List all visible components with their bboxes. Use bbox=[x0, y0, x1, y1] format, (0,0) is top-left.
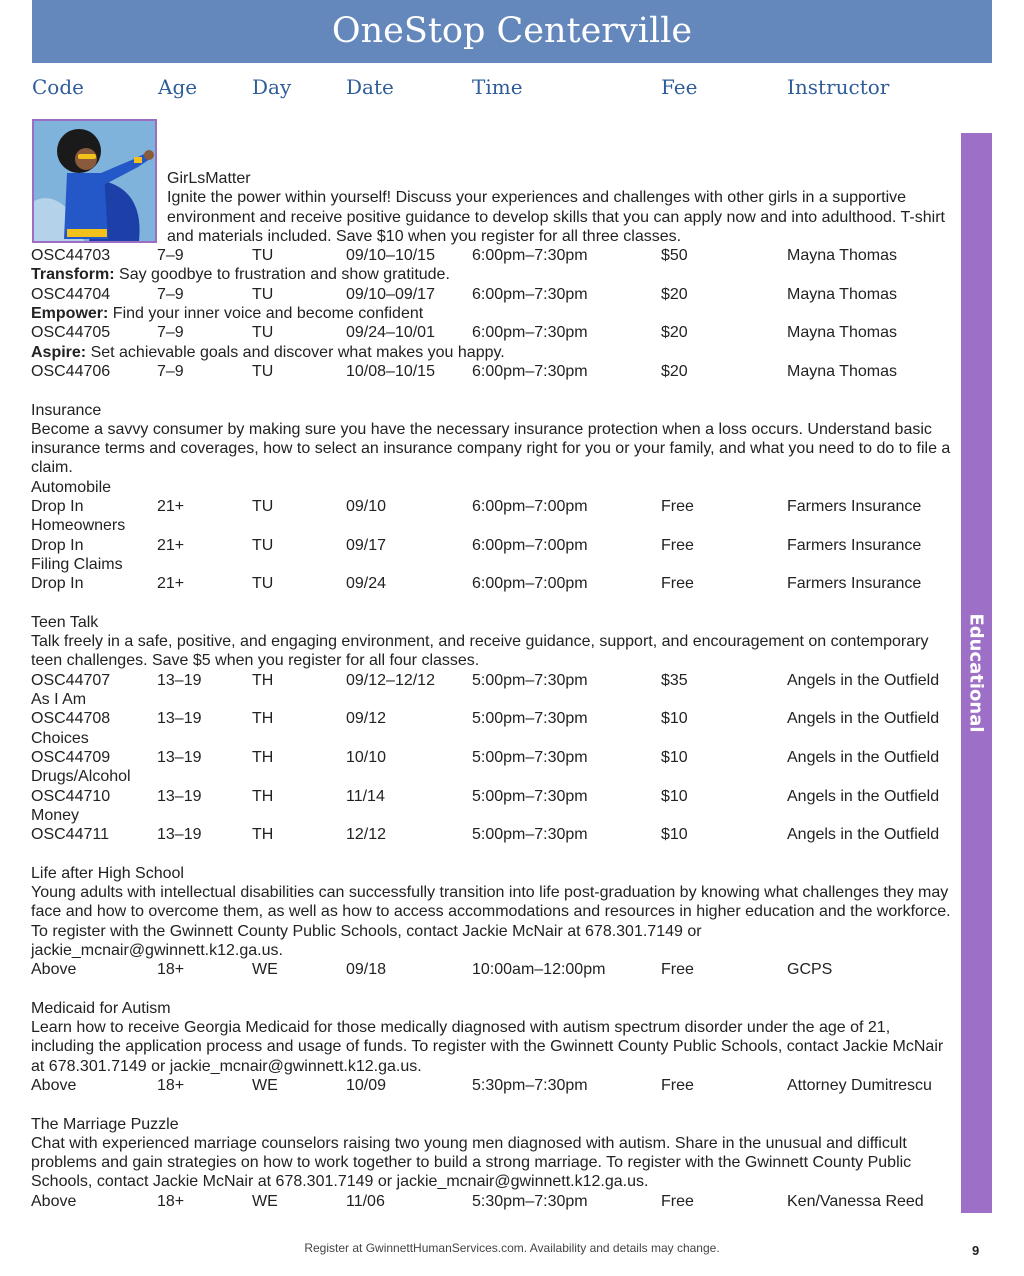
table-cell: 09/24 bbox=[346, 575, 387, 593]
teentalk-title: Teen Talk bbox=[31, 613, 99, 631]
table-cell: Free bbox=[661, 498, 694, 516]
table-cell: Drop In bbox=[31, 575, 84, 593]
table-cell: $10 bbox=[661, 748, 688, 766]
table-cell: OSC44708 bbox=[31, 710, 111, 728]
table-cell: OSC44710 bbox=[31, 787, 111, 805]
table-cell: TU bbox=[252, 536, 274, 554]
table-row bbox=[31, 960, 951, 979]
table-cell: $10 bbox=[661, 787, 688, 805]
table-cell: 6:00pm–7:30pm bbox=[472, 362, 588, 380]
insurance-title: Insurance bbox=[31, 401, 102, 419]
table-cell: Above bbox=[31, 1076, 77, 1094]
table-cell: Angels in the Outfield bbox=[787, 671, 940, 689]
table-cell: WE bbox=[252, 1192, 278, 1210]
inline-text: Set achievable goals and discover what makes you happy. bbox=[86, 343, 505, 361]
course-listing bbox=[31, 169, 951, 1211]
table-cell: 09/12 bbox=[346, 710, 387, 728]
table-cell: 11/14 bbox=[346, 787, 385, 805]
table-cell: 09/18 bbox=[346, 961, 387, 979]
table-cell: 7–9 bbox=[157, 324, 184, 342]
table-cell: 13–19 bbox=[157, 710, 202, 728]
spacer bbox=[31, 594, 951, 613]
table-cell: Free bbox=[661, 961, 694, 979]
table-cell: Angels in the Outfield bbox=[787, 748, 940, 766]
table-cell: $50 bbox=[661, 247, 688, 265]
table-row bbox=[31, 1192, 951, 1211]
insurance-description: Become a savvy consumer by making sure you have the necessary insurance protection when a loss occurs. Understand basic insurance terms and coverages, how to select an insurance company right for you or your family, and what you need to do to file a claim. bbox=[31, 420, 951, 477]
table-cell: $10 bbox=[661, 710, 688, 728]
marriage-title: The Marriage Puzzle bbox=[31, 1115, 179, 1133]
table-row bbox=[31, 825, 951, 844]
section-tab-label: Educational bbox=[965, 613, 987, 733]
table-cell: TH bbox=[252, 710, 274, 728]
table-cell: GCPS bbox=[787, 961, 833, 979]
table-cell: 13–19 bbox=[157, 748, 202, 766]
inline-text: Empower: bbox=[31, 305, 109, 323]
table-cell: 5:00pm–7:30pm bbox=[472, 787, 588, 805]
insurance-sub-title: Homeowners bbox=[31, 517, 126, 535]
medicaid-title: Medicaid for Autism bbox=[31, 999, 171, 1017]
table-row bbox=[31, 285, 951, 304]
table-cell: 6:00pm–7:00pm bbox=[472, 536, 588, 554]
table-cell: $20 bbox=[661, 362, 688, 380]
table-cell: Mayna Thomas bbox=[787, 285, 897, 303]
table-cell: OSC44711 bbox=[31, 826, 109, 844]
table-cell: 10/09 bbox=[346, 1076, 387, 1094]
inline-text: Find your inner voice and become confident bbox=[108, 305, 424, 323]
spacer bbox=[31, 844, 951, 863]
table-cell: TU bbox=[252, 247, 274, 265]
header-day: Day bbox=[252, 75, 292, 99]
table-cell: $10 bbox=[661, 826, 688, 844]
table-cell: 7–9 bbox=[157, 362, 184, 380]
table-cell: Attorney Dumitrescu bbox=[787, 1076, 932, 1094]
table-cell: Drop In bbox=[31, 498, 84, 516]
insurance-sub-title: Automobile bbox=[31, 478, 112, 496]
header-date: Date bbox=[346, 75, 394, 99]
table-cell: OSC44703 bbox=[31, 247, 111, 265]
table-cell: TH bbox=[252, 787, 274, 805]
insurance-sub-title: Filing Claims bbox=[31, 555, 123, 573]
header-code: Code bbox=[32, 75, 84, 99]
table-cell: TH bbox=[252, 826, 274, 844]
table-row bbox=[31, 362, 951, 381]
table-row bbox=[31, 574, 951, 593]
table-cell: OSC44704 bbox=[31, 285, 111, 303]
table-cell: 09/24–10/01 bbox=[346, 324, 435, 342]
table-cell: Mayna Thomas bbox=[787, 247, 897, 265]
teentalk-description: Talk freely in a safe, positive, and engaging environment, and receive guidance, support, and encouragement on contemporary teen challenges. Save $5 when you register for all four classes. bbox=[31, 633, 929, 670]
table-cell: WE bbox=[252, 961, 278, 979]
table-cell: TH bbox=[252, 671, 274, 689]
table-cell: 6:00pm–7:30pm bbox=[472, 285, 588, 303]
table-row bbox=[31, 1076, 951, 1095]
table-cell: Angels in the Outfield bbox=[787, 710, 940, 728]
lifeafter-title: Life after High School bbox=[31, 864, 184, 882]
spacer bbox=[31, 979, 951, 998]
table-cell: OSC44709 bbox=[31, 748, 111, 766]
table-cell: 13–19 bbox=[157, 671, 202, 689]
table-row bbox=[31, 536, 951, 555]
table-cell: 18+ bbox=[157, 1076, 185, 1094]
teentalk-sub-title: Choices bbox=[31, 729, 89, 747]
table-cell: OSC44707 bbox=[31, 671, 111, 689]
marriage-description: Chat with experienced marriage counselors raising two young men diagnosed with autism. Share in the unusual and difficult problems and gain strategies on how to work together to build a strong marriage. To register with the Gwinnett County Public Schools, contact Jackie McNair at 678.301.7149 or jackie_mcnair@gwinnett.k12.ga.us. bbox=[31, 1134, 912, 1191]
table-cell: Mayna Thomas bbox=[787, 362, 897, 380]
table-cell: 6:00pm–7:30pm bbox=[472, 324, 588, 342]
table-cell: TH bbox=[252, 748, 274, 766]
table-row bbox=[31, 787, 951, 806]
table-cell: Angels in the Outfield bbox=[787, 787, 940, 805]
teentalk-sub-title: As I Am bbox=[31, 691, 87, 709]
table-cell: $20 bbox=[661, 285, 688, 303]
table-cell: 09/10–10/15 bbox=[346, 247, 435, 265]
table-cell: 12/12 bbox=[346, 826, 387, 844]
table-cell: Drop In bbox=[31, 536, 84, 554]
table-cell: 09/12–12/12 bbox=[346, 671, 435, 689]
table-row bbox=[31, 709, 951, 728]
table-cell: 6:00pm–7:00pm bbox=[472, 575, 588, 593]
table-cell: Farmers Insurance bbox=[787, 575, 922, 593]
table-cell: 5:30pm–7:30pm bbox=[472, 1076, 588, 1094]
table-cell: 09/17 bbox=[346, 536, 387, 554]
table-cell: 5:00pm–7:30pm bbox=[472, 748, 588, 766]
table-cell: 21+ bbox=[157, 575, 185, 593]
inline-text: Transform: bbox=[31, 266, 115, 284]
spacer bbox=[31, 1095, 951, 1114]
table-cell: 5:00pm–7:30pm bbox=[472, 671, 588, 689]
table-cell: 7–9 bbox=[157, 247, 184, 265]
table-cell: OSC44706 bbox=[31, 362, 111, 380]
header-age: Age bbox=[158, 75, 198, 99]
table-cell: Farmers Insurance bbox=[787, 498, 922, 516]
table-cell: TU bbox=[252, 362, 274, 380]
girlsmatter-intro bbox=[167, 169, 951, 246]
table-cell: 18+ bbox=[157, 1192, 185, 1210]
table-cell: 6:00pm–7:30pm bbox=[472, 247, 588, 265]
table-cell: $35 bbox=[661, 671, 688, 689]
girlsmatter-sub-aspire bbox=[31, 343, 951, 362]
table-cell: 18+ bbox=[157, 961, 185, 979]
header-instructor: Instructor bbox=[787, 75, 890, 99]
table-cell: Free bbox=[661, 1192, 694, 1210]
table-cell: Above bbox=[31, 961, 77, 979]
medicaid-description: Learn how to receive Georgia Medicaid for those medically diagnosed with autism spectrum disorder under the age of 21, including the application process and usage of funds. To register with the Gwinnett County Public Schools, contact Jackie McNair at 678.301.7149 or jackie_mcnair@gwinnett.k12.ga.us. bbox=[31, 1019, 944, 1075]
inline-text: Aspire: bbox=[31, 343, 87, 361]
table-cell: 09/10 bbox=[346, 498, 387, 516]
teentalk-sub-title: Drugs/Alcohol bbox=[31, 768, 131, 786]
table-cell: 11/06 bbox=[346, 1192, 385, 1210]
teentalk-sub-title: Money bbox=[31, 806, 80, 824]
girlsmatter-description: Ignite the power within yourself! Discuss your experiences and challenges with other girls in a supportive environment and receive positive guidance to develop skills that you can apply now and into adulthood. T-shirt and materials included. Save $10 when you register for all three classes. bbox=[167, 189, 945, 245]
table-cell: Angels in the Outfield bbox=[787, 826, 940, 844]
table-cell: Mayna Thomas bbox=[787, 324, 897, 342]
table-cell: TU bbox=[252, 498, 274, 516]
table-cell: 5:00pm–7:30pm bbox=[472, 826, 588, 844]
table-row bbox=[31, 323, 951, 342]
table-row bbox=[31, 671, 951, 690]
header-time: Time bbox=[472, 75, 523, 99]
table-cell: TU bbox=[252, 285, 274, 303]
page-title: OneStop Centerville bbox=[32, 0, 992, 63]
page-number: 9 bbox=[972, 1243, 980, 1258]
inline-text: Say goodbye to frustration and show gratitude. bbox=[114, 266, 450, 284]
footer-note: Register at GwinnettHumanServices.com. Availability and details may change. bbox=[304, 1241, 720, 1255]
header-fee: Fee bbox=[661, 75, 698, 99]
table-row bbox=[31, 497, 951, 516]
table-cell: 7–9 bbox=[157, 285, 184, 303]
table-cell: TU bbox=[252, 324, 274, 342]
lifeafter-description: Young adults with intellectual disabilities can successfully transition into life post-graduation by knowing what challenges they may face and how to overcome them, as well as how to access accommodations and resources in higher education and the workforce. To register with the Gwinnett County Public Schools, contact Jackie McNair at 678.301.7149 or jackie_mcnair@gwinnett.k12.ga.us. bbox=[31, 883, 951, 959]
table-cell: Free bbox=[661, 575, 694, 593]
girlsmatter-sub-empower bbox=[31, 304, 951, 323]
table-cell: Farmers Insurance bbox=[787, 536, 922, 554]
table-cell: Ken/Vanessa Reed bbox=[787, 1192, 924, 1210]
table-cell: $20 bbox=[661, 324, 688, 342]
table-cell: 10/08–10/15 bbox=[346, 362, 435, 380]
table-cell: TU bbox=[252, 575, 274, 593]
table-cell: Free bbox=[661, 536, 694, 554]
table-cell: WE bbox=[252, 1076, 278, 1094]
table-cell: 21+ bbox=[157, 536, 185, 554]
girlsmatter-sub-transform bbox=[31, 265, 951, 284]
table-cell: 09/10–09/17 bbox=[346, 285, 435, 303]
table-cell: 5:00pm–7:30pm bbox=[472, 710, 588, 728]
table-cell: 5:30pm–7:30pm bbox=[472, 1192, 588, 1210]
girlsmatter-title: GirLsMatter bbox=[167, 170, 251, 187]
table-cell: 10:00am–12:00pm bbox=[472, 961, 606, 979]
table-row bbox=[31, 246, 951, 265]
table-cell: OSC44705 bbox=[31, 324, 111, 342]
spacer bbox=[31, 381, 951, 400]
table-cell: 13–19 bbox=[157, 826, 202, 844]
table-cell: 21+ bbox=[157, 498, 185, 516]
table-cell: Above bbox=[31, 1192, 77, 1210]
table-cell: 10/10 bbox=[346, 748, 387, 766]
table-cell: Free bbox=[661, 1076, 694, 1094]
table-cell: 6:00pm–7:00pm bbox=[472, 498, 588, 516]
table-row bbox=[31, 748, 951, 767]
table-cell: 13–19 bbox=[157, 787, 202, 805]
